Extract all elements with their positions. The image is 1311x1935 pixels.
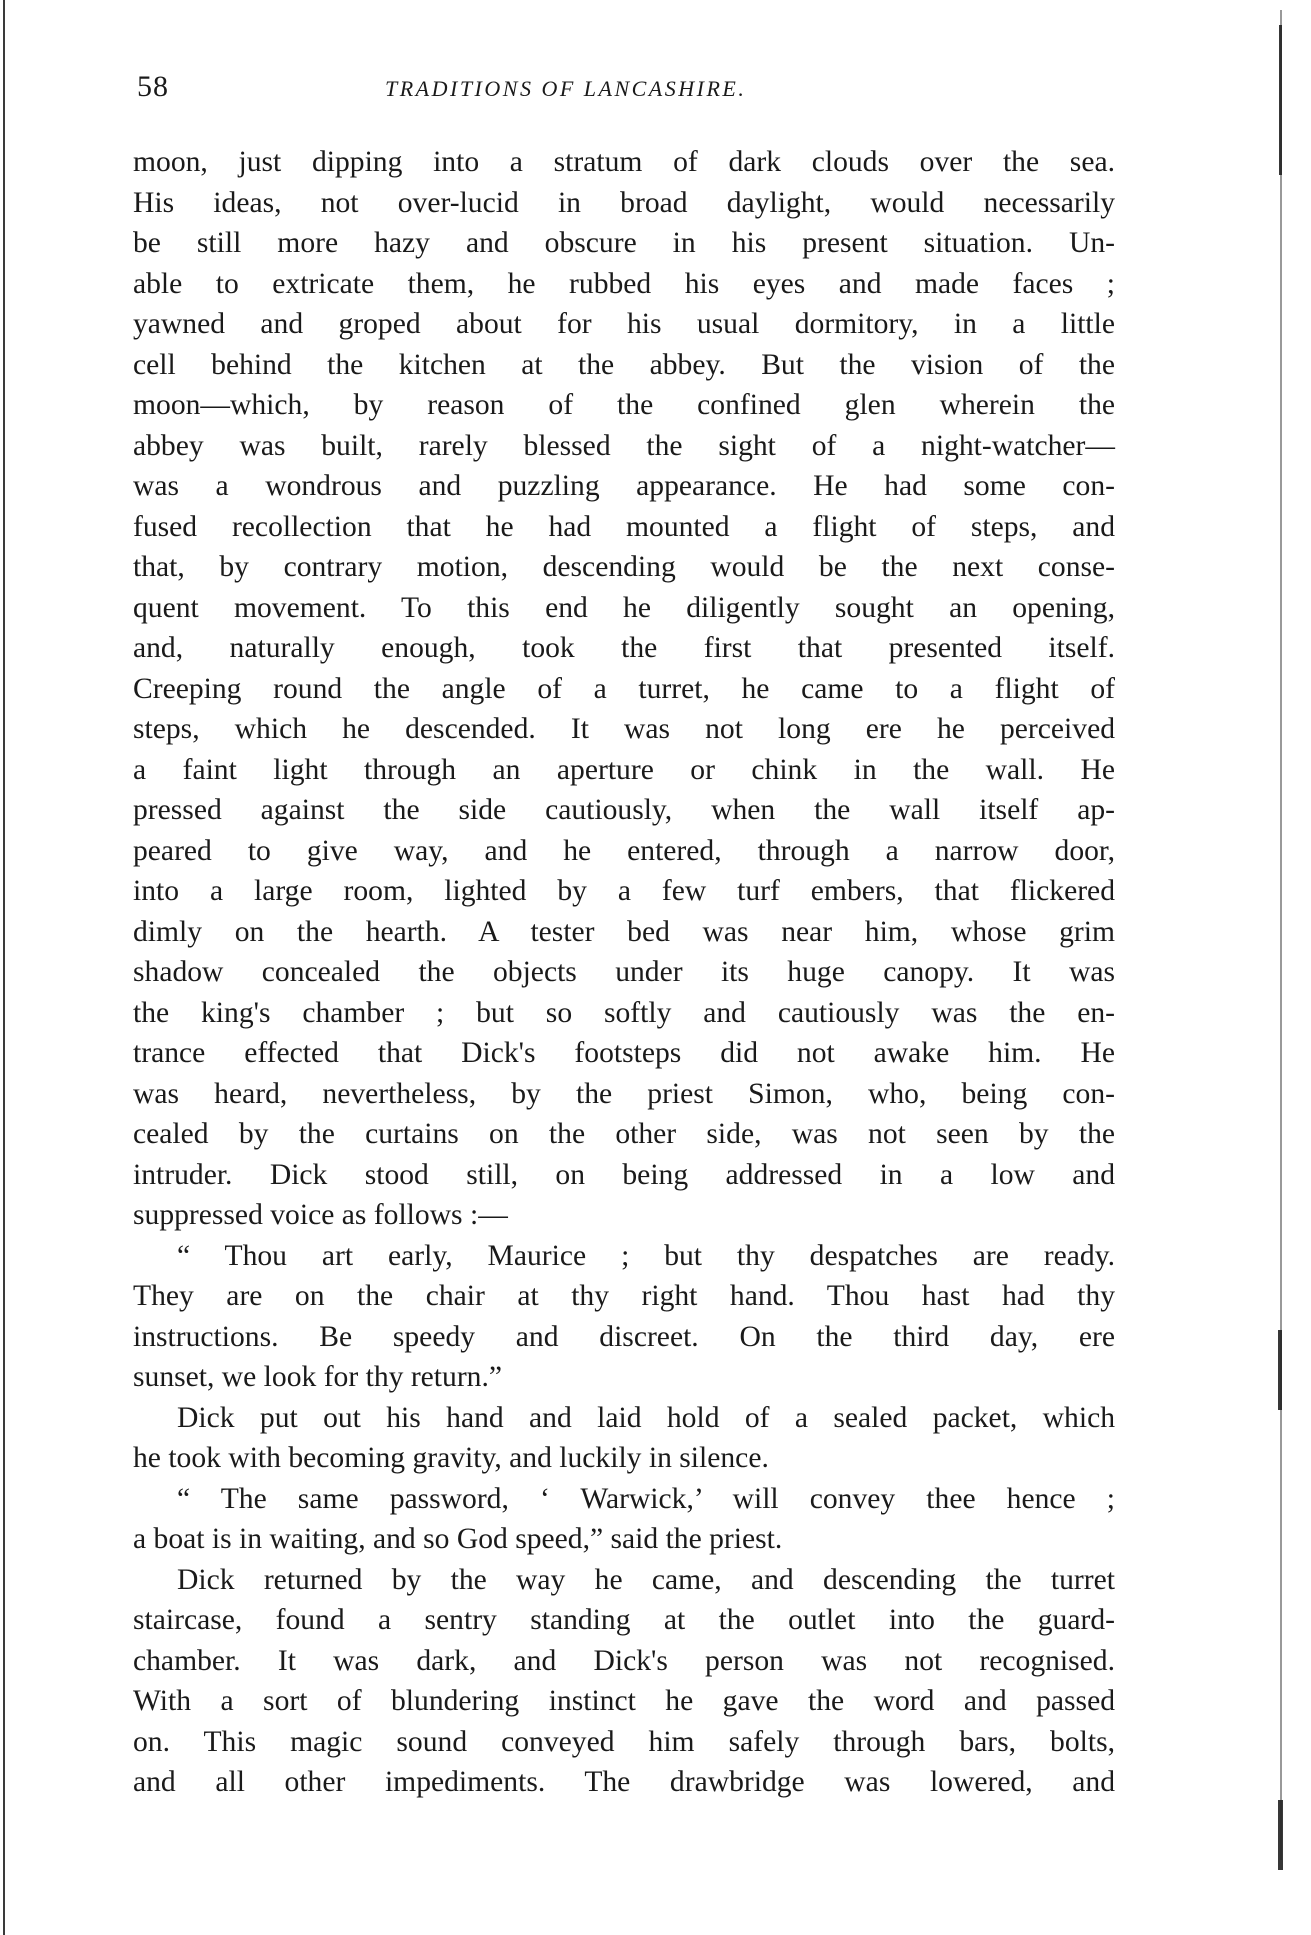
text-line: be still more hazy and obscure in his present situation. Un- xyxy=(133,227,1115,259)
page-left-edge xyxy=(3,0,5,1935)
text-line: With a sort of blundering instinct he gave the word and passed xyxy=(133,1685,1115,1717)
text-line: “ The same password, ‘ Warwick,’ will convey thee hence ; xyxy=(177,1482,1115,1515)
text-line: chamber. It was dark, and Dick's person was not recognised. xyxy=(133,1644,1115,1677)
text-line: They are on the chair at thy right hand. Thou hast had thy xyxy=(133,1280,1115,1312)
text-line: Dick put out his hand and laid hold of a sealed packet, which xyxy=(177,1401,1115,1434)
text-line: abbey was built, rarely blessed the sight of a night-watcher— xyxy=(133,429,1115,462)
text-line: cell behind the kitchen at the abbey. But the vision of the xyxy=(133,348,1115,381)
page-right-edge-mark xyxy=(1279,25,1282,175)
text-line: on. This magic sound conveyed him safely through bars, bolts, xyxy=(133,1725,1115,1758)
text-line: Dick returned by the way he came, and descending the turret xyxy=(177,1563,1115,1596)
text-line: a boat is in waiting, and so God speed,” said the priest. xyxy=(133,1523,783,1555)
running-title: TRADITIONS OF LANCASHIRE. xyxy=(385,76,747,101)
text-line: able to extricate them, he rubbed his eyes and made faces ; xyxy=(133,267,1115,300)
text-line: Creeping round the angle of a turret, he came to a flight of xyxy=(133,672,1115,705)
text-line: intruder. Dick stood still, on being addressed in a low and xyxy=(133,1158,1115,1191)
page-number: 58 xyxy=(137,70,169,103)
page-header xyxy=(135,70,1115,110)
text-line: the king's chamber ; but so softly and cautiously was the en- xyxy=(133,996,1115,1029)
text-line: fused recollection that he had mounted a flight of steps, and xyxy=(133,510,1115,543)
text-line: His ideas, not over-lucid in broad daylight, would necessarily xyxy=(133,186,1115,219)
text-line: moon—which, by reason of the confined glen wherein the xyxy=(133,389,1115,421)
text-line: was a wondrous and puzzling appearance. He had some con- xyxy=(133,470,1115,502)
text-line: dimly on the hearth. A tester bed was near him, whose grim xyxy=(133,915,1115,948)
text-line: moon, just dipping into a stratum of dark clouds over the sea. xyxy=(133,146,1115,178)
text-line: and, naturally enough, took the first that presented itself. xyxy=(133,632,1115,664)
text-line: instructions. Be speedy and discreet. On the third day, ere xyxy=(133,1320,1115,1353)
text-line: that, by contrary motion, descending would be the next conse- xyxy=(133,551,1115,583)
text-line: sunset, we look for thy return.” xyxy=(133,1361,503,1393)
text-line: trance effected that Dick's footsteps did not awake him. He xyxy=(133,1037,1115,1069)
page-right-edge-mark xyxy=(1278,1330,1282,1410)
text-line: cealed by the curtains on the other side, was not seen by the xyxy=(133,1118,1115,1150)
text-line: he took with becoming gravity, and luckily in silence. xyxy=(133,1442,769,1474)
text-line: yawned and groped about for his usual dormitory, in a little xyxy=(133,308,1115,340)
text-line: steps, which he descended. It was not long ere he perceived xyxy=(133,713,1115,745)
text-line: peared to give way, and he entered, through a narrow door, xyxy=(133,834,1115,867)
text-line: suppressed voice as follows :— xyxy=(133,1199,508,1231)
text-line: pressed against the side cautiously, when the wall itself ap- xyxy=(133,794,1115,826)
text-line: “ Thou art early, Maurice ; but thy despatches are ready. xyxy=(177,1239,1115,1272)
text-line: was heard, nevertheless, by the priest Simon, who, being con- xyxy=(133,1077,1115,1110)
page-right-edge xyxy=(1280,10,1282,1860)
text-line: staircase, found a sentry standing at the outlet into the guard- xyxy=(133,1604,1115,1636)
body-text xyxy=(133,142,1115,1803)
text-line: and all other impediments. The drawbridge was lowered, and xyxy=(133,1766,1115,1798)
text-line: a faint light through an aperture or chink in the wall. He xyxy=(133,753,1115,786)
text-line: shadow concealed the objects under its huge canopy. It was xyxy=(133,956,1115,988)
page-right-edge-mark xyxy=(1278,1800,1283,1870)
text-line: quent movement. To this end he diligently sought an opening, xyxy=(133,591,1115,624)
text-line: into a large room, lighted by a few turf embers, that flickered xyxy=(133,875,1115,907)
